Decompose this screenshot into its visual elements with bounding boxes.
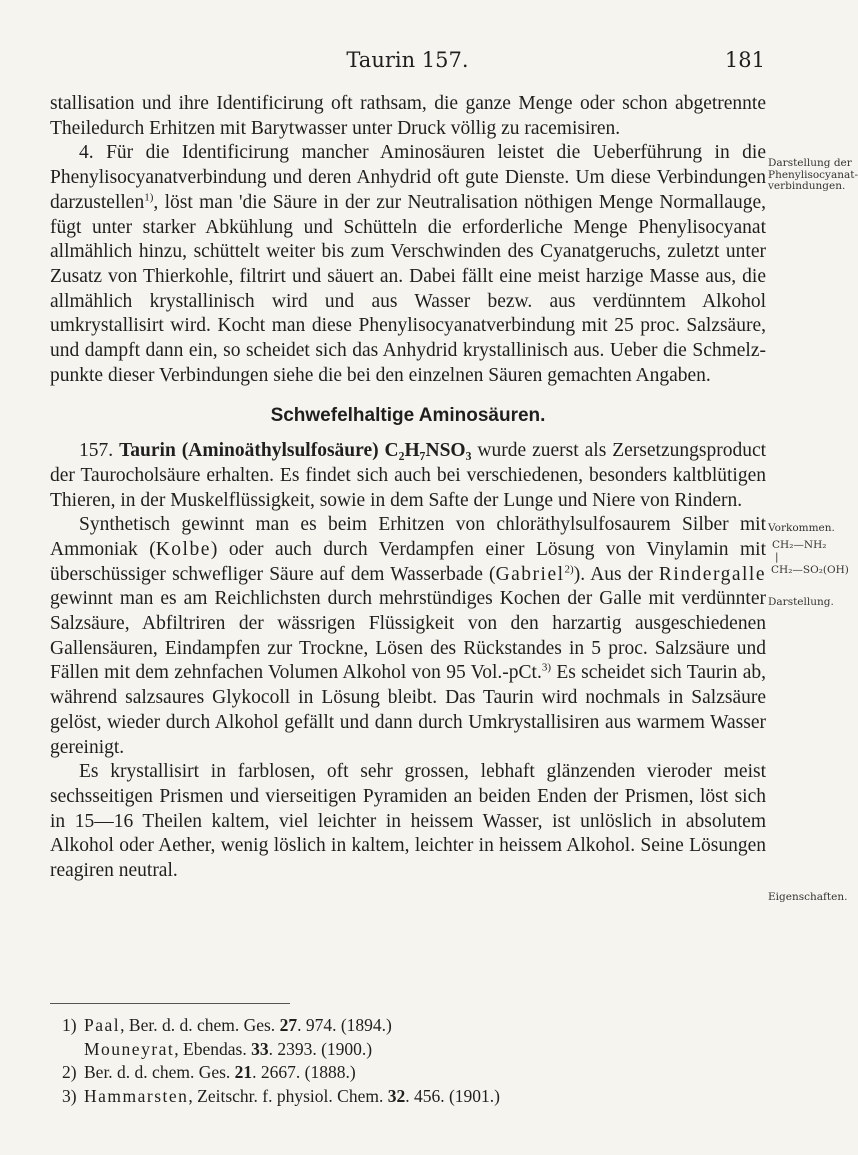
footnotes: [62, 1014, 762, 1108]
p2-text-start: 4. Für die Identificirung mancher Aminosäuren leistet die Ueberführung in die Phenylisocyanatverbindung und deren Anhydrid oft gute Dienste. Um diese Verbindungen darzustellen: [50, 142, 766, 213]
author-kolbe: Kolbe: [155, 538, 211, 560]
footnote-ref-3: 3): [541, 661, 551, 674]
main-text: [50, 92, 766, 884]
footnote-text: Ber. d. d. chem. Ges.: [84, 1062, 235, 1082]
footnote-rest: . 974. (1894.): [297, 1015, 392, 1035]
footnote-2: [62, 1061, 762, 1085]
margin-note-verbindungen: verbindungen.: [768, 180, 846, 192]
margin-note-darstellung-der: Darstellung der: [768, 157, 852, 169]
footnote-mark-2: 2): [62, 1062, 77, 1082]
p4-text-a: Synthetisch gewinnt man es beim Erhitzen von chloräthylsulfosaurem Silber mit Ammoniak (: [50, 514, 766, 560]
footnote-mark-1: 1): [62, 1015, 77, 1035]
footnote-1-cont: [62, 1038, 762, 1062]
footnote-text: , Ebendas.: [174, 1038, 252, 1059]
footnote-rest: . 2667. (1888.): [252, 1062, 356, 1082]
paragraph-3: [50, 439, 766, 513]
author-gabriel: Gabriel: [495, 563, 565, 585]
footnote-author: Mouneyrat: [84, 1038, 175, 1059]
footnote-rest: . 456. (1901.): [405, 1085, 500, 1106]
margin-note-vorkommen: Vorkommen.: [768, 522, 835, 534]
formula-bond: |: [775, 551, 779, 563]
footnote-ref-1: 1): [144, 191, 154, 204]
p4-text-c: ). Aus der: [573, 563, 659, 585]
footnote-rest: . 2393. (1900.): [268, 1038, 373, 1059]
paragraph-5: Es krystallisirt in farblosen, oft sehr grossen, lebhaft glänzenden vieroder meist sechsseitigen Prismen und vierseitigen Pyramiden an beiden Enden der Prismen, löst sich in 15—16 Theilen kaltem, viel leichter in heissem Wasser, ist unlöslich in absolutem Alkohol oder Aether, wenig löslich in kaltem, leichter in heissem Alkohol. Seine Lösungen reagiren neutral.: [50, 761, 766, 882]
paragraph-2: [50, 141, 766, 388]
section-heading: Schwefelhaltige Aminosäuren.: [270, 405, 546, 427]
footnote-volume: 27: [279, 1015, 298, 1035]
p4-text-b: ) oder auch durch Verdampfen einer Lösung von Vinylamin mit überschüssiger schwefliger Säure auf dem Wasserbade (: [50, 538, 767, 585]
footnote-volume: 21: [234, 1062, 253, 1082]
p4-text-d: gewinnt man es am Reichlichsten durch mehrstündiges Kochen der Galle mit verdünnter Salzsäure, Abfiltriren der wässrigen Flüssigkeit von den harzartig ausgeschiedenen Gallensäuren, Eindampfen zur Trockne, Lösen des Rückstandes in 5 proc. Salzsäure und Fällen mit dem zehnfachen Volumen Alkohol von 95 Vol.-pCt.: [50, 588, 766, 684]
footnote-3: [62, 1085, 762, 1109]
formula-line-1: CH₂—NH₂: [772, 539, 827, 551]
margin-note-eigenschaften: Eigenschaften.: [768, 891, 848, 903]
footnote-author: Paal: [84, 1015, 121, 1035]
margin-note-phenyl: Phenylisocyanat-: [768, 169, 858, 181]
page-number: 181: [724, 48, 765, 72]
footnote-volume: 32: [387, 1085, 406, 1106]
footnote-divider: [50, 1003, 290, 1004]
compound-name: Taurin (Aminoäthylsulfosäure) C₂H₇NSO₃: [119, 440, 472, 462]
p4-text-e: Es scheidet sich Taurin ab, während salzsaures Glykocoll in Lösung bleibt. Das Taurin wird nochmals in Salzsäure gelöst, wieder durch Alkohol gefällt und dann durch Umkrystallisiren aus warmem Wasser gereinigt.: [50, 662, 766, 758]
formula-line-2: CH₂—SO₂(OH): [771, 564, 849, 576]
paragraph-1: stallisation und ihre Identificirung oft rathsam, die ganze Menge oder schon abgetrennte Theiledurch Erhitzen mit Barytwasser unter Druck völlig zu racemisiren.: [50, 93, 766, 139]
footnote-text: , Ber. d. d. chem. Ges.: [120, 1015, 280, 1035]
section-number: 157.: [79, 440, 114, 462]
running-header: [50, 48, 765, 78]
header-title: Taurin 157.: [346, 48, 469, 72]
footnote-ref-2: 2): [564, 563, 574, 576]
footnote-mark-3: 3): [62, 1085, 77, 1106]
margin-note-darstellung: Darstellung.: [768, 596, 834, 608]
footnote-1: [62, 1014, 762, 1038]
p2-text-rest: , löst man 'die Säure in der zur Neutralisation nöthigen Menge Normallauge, fügt unter starker Abkühlung und Schütteln die erforderliche Menge Phenylisocyanat allmählich hinzu, schüttelt weiter bis zum Verschwinden des Cyanatgeruchs, zuletzt unter Zusatz von Thierkohle, filtrirt und säuert an. Dabei fällt eine meist harzige Masse aus, die allmählich krystallinisch wird und aus Wasser bezw. aus verdünntem Alkohol umkrystallisirt wird. Kocht man diese Phenylisocyanatverbindung mit 25 proc. Salzsäure, und dampft dann ein, so scheidet sich das Anhydrid krystallinisch aus. Ueber die Schmelzpunkte dieser Verbindungen siehe die bei den einzelnen Säuren gemachten Angaben.: [50, 191, 766, 386]
footnote-author: Hammarsten: [84, 1085, 189, 1106]
footnote-volume: 33: [251, 1038, 269, 1059]
p3-text: wurde zuerst als Zersetzungsproduct der Taurocholsäure erhalten. Es findet sich auch bei verschiedenen, besonders kaltblütigen Thieren, in der Muskelflüssigkeit, sowie in dem Safte der Lunge und Niere von Rindern.: [50, 440, 767, 511]
footnote-text: , Zeitschr. f. physiol. Chem.: [188, 1085, 388, 1106]
term-rindergalle: Rindergalle: [658, 563, 766, 585]
paragraph-4: [50, 513, 766, 760]
